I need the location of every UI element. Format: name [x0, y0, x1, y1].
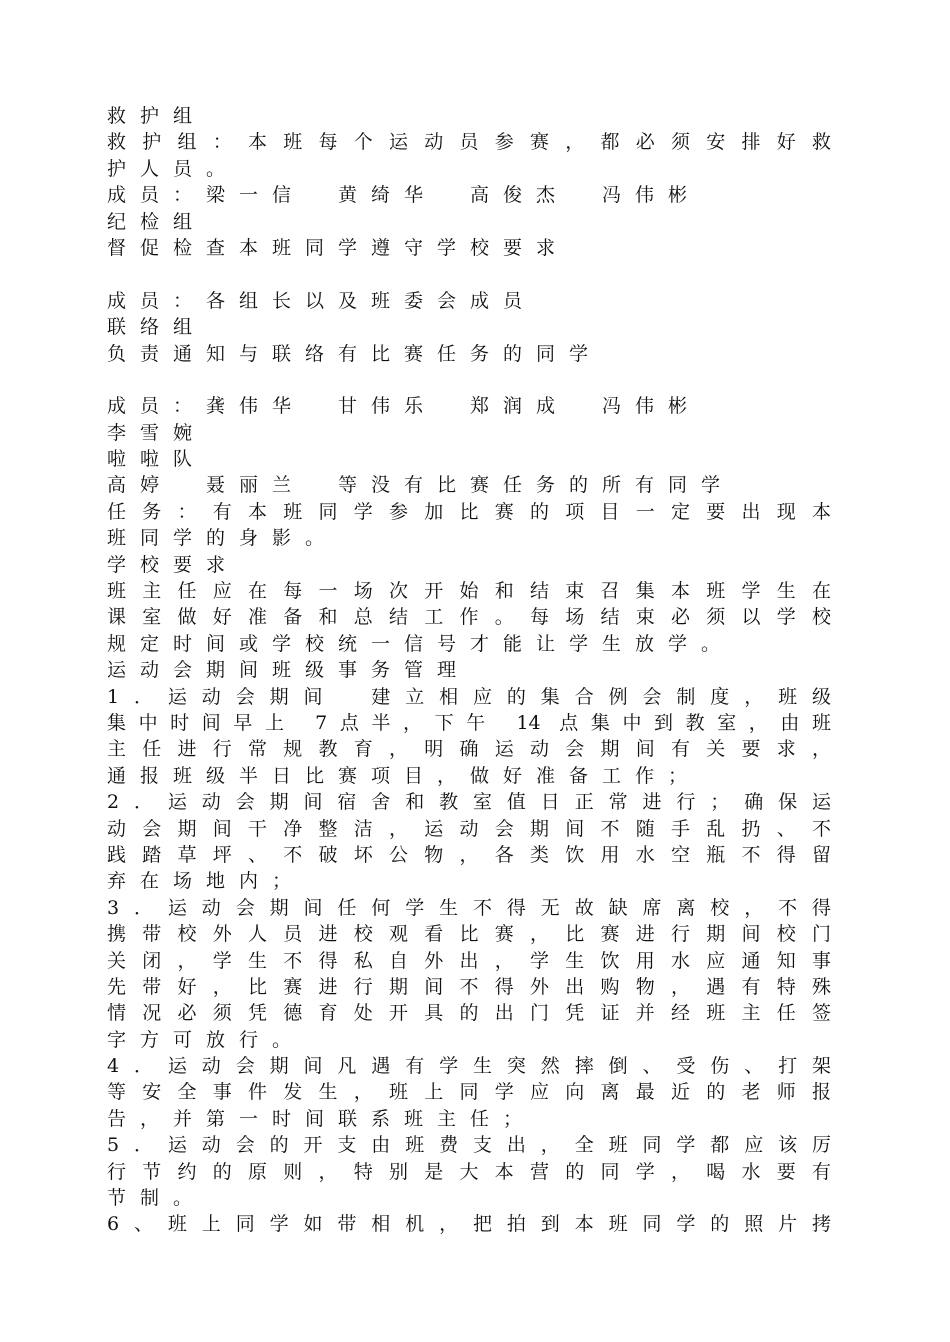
text-line: 2．运动会期间宿舍和教室值日正常进行；确保运 [107, 791, 831, 814]
text-line: 规定时间或学校统一信号才能让学生放学。 [107, 632, 735, 655]
text-line: 督促检查本班同学遵守学校要求 [107, 236, 570, 259]
text-line: 运动会期间班级事务管理 [107, 659, 471, 682]
document-body [107, 103, 831, 1238]
text-line: 情况必须凭德育处开具的出门凭证并经班主任签 [107, 1002, 831, 1025]
text-line: 节制。 [107, 1187, 207, 1210]
text-line: 救护组 [107, 105, 207, 127]
text-line: 告，并第一时间联系班主任； [107, 1107, 537, 1130]
text-line: 纪检组 [107, 210, 207, 233]
text-line: 等安全事件发生，班上同学应向离最近的老师报 [107, 1081, 831, 1104]
text-line: 李雪婉 [107, 421, 207, 444]
text-line: 成员：各组长以及班委会成员 [107, 289, 537, 312]
blank-line [107, 261, 831, 287]
text-line: 课室做好准备和总结工作。每场结束必须以学校 [107, 606, 831, 629]
text-line: 行节约的原则，特别是大本营的同学，喝水要有 [107, 1160, 831, 1183]
text-line: 字方可放行。 [107, 1028, 306, 1051]
text-line: 负责通知与联络有比赛任务的同学 [107, 342, 603, 365]
text-line: 3．运动会期间任何学生不得无故缺席离校，不得 [107, 896, 831, 919]
text-line: 学校要求 [107, 553, 240, 576]
text-line: 关闭，学生不得私自外出，学生饮用水应通知事 [107, 949, 831, 972]
text-line: 6、班上同学如带相机，把拍到本班同学的照片拷 [107, 1213, 831, 1236]
text-line: 1．运动会期间 建立相应的集合例会制度，班级 [107, 685, 831, 708]
text-line: 成员：龚伟华 甘伟乐 郑润成 冯伟彬 [107, 395, 702, 418]
text-line: 通报班级半日比赛项目，做好准备工作； [107, 764, 702, 787]
text-line: 5．运动会的开支由班费支出，全班同学都应该厉 [107, 1134, 831, 1157]
text-line: 践踏草坪、不破坏公物，各类饮用水空瓶不得留 [107, 843, 831, 866]
text-line: 集中时间早上 7点半，下午 14 点集中到教室，由班 [107, 711, 831, 734]
text-line: 联络组 [107, 316, 207, 339]
text-line: 高婷 聂丽兰 等没有比赛任务的所有同学 [107, 474, 735, 497]
text-line: 成员：梁一信 黄绮华 高俊杰 冯伟彬 [107, 184, 702, 207]
text-line: 主任进行常规教育，明确运动会期间有关要求， [107, 738, 831, 761]
text-line: 救护组：本班每个运动员参赛，都必须安排好救 [107, 131, 831, 154]
text-line: 先带好，比赛进行期间不得外出购物，遇有特殊 [107, 975, 831, 998]
text-line: 班主任应在每一场次开始和结束召集本班学生在 [107, 580, 831, 603]
text-line: 任务：有本班同学参加比赛的项目一定要出现本 [107, 500, 831, 523]
text-line: 弃在场地内； [107, 870, 306, 893]
text-line: 动会期间干净整洁，运动会期间不随手乱扔、不 [107, 817, 831, 840]
text-line: 携带校外人员进校观看比赛，比赛进行期间校门 [107, 923, 831, 946]
text-line: 啦啦队 [107, 448, 207, 471]
text-line: 护人员。 [107, 157, 240, 180]
text-line: 班同学的身影。 [107, 527, 339, 550]
text-line: 4．运动会期间凡遇有学生突然摔倒、受伤、打架 [107, 1055, 831, 1078]
blank-line [107, 367, 831, 393]
